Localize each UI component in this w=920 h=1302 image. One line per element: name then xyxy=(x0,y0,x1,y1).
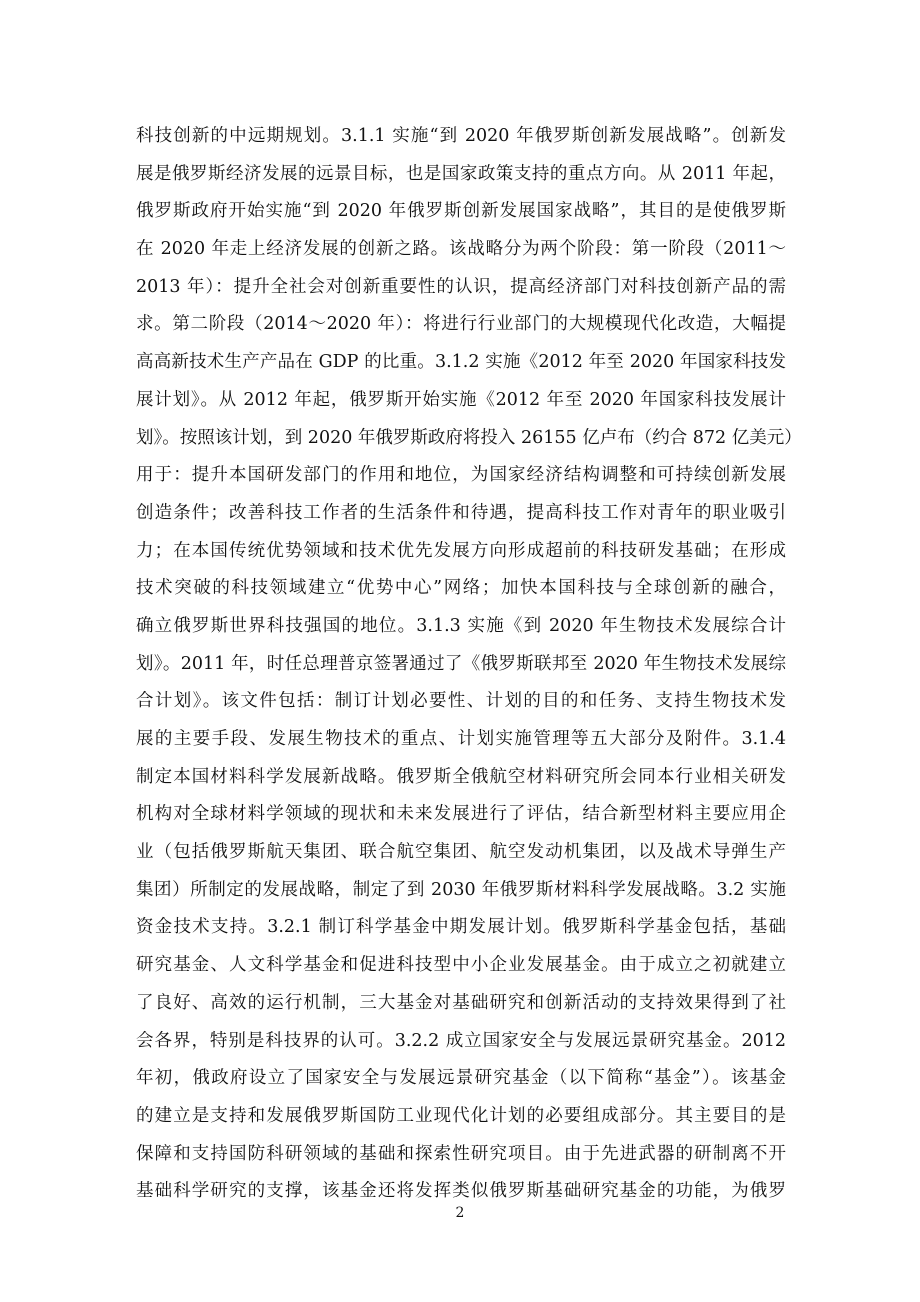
text-line: 年初，俄政府设立了国家安全与发展远景研究基金（以下简称“基金”）。该基金 xyxy=(136,1068,786,1089)
text-line: 保障和支持国防科研领域的基础和探索性研究项目。由于先进武器的研制离不开 xyxy=(136,1143,786,1164)
text-line: 展是俄罗斯经济发展的远景目标，也是国家政策支持的重点方向。从 2011 年起， xyxy=(136,163,786,184)
text-line: 展的主要手段、发展生物技术的重点、计划实施管理等五大部分及附件。3.1.4 xyxy=(136,729,786,749)
text-line: 集团）所制定的发展战略，制定了到 2030 年俄罗斯材料科学发展战略。3.2 实施 xyxy=(136,879,786,900)
text-line: 会各界，特别是科技界的认可。3.2.2 成立国家安全与发展远景研究基金。2012 xyxy=(136,1030,786,1051)
text-line: 确立俄罗斯世界科技强国的地位。3.1.3 实施《到 2020 年生物技术发展综合计 xyxy=(136,615,786,636)
text-line: 在 2020 年走上经济发展的创新之路。该战略分为两个阶段：第一阶段（2011～ xyxy=(136,239,786,260)
text-line: 了良好、高效的运行机制，三大基金对基础研究和创新活动的支持效果得到了社 xyxy=(136,992,786,1013)
text-line: 科技创新的中远期规划。3.1.1 实施“到 2020 年俄罗斯创新发展战略”。创新发 xyxy=(136,126,786,146)
text-line: 高高新技术生产产品在 GDP 的比重。3.1.2 实施《2012 年至 2020 年国家科技发 xyxy=(136,352,786,373)
text-line: 研究基金、人文科学基金和促进科技型中小企业发展基金。由于成立之初就建立 xyxy=(136,955,786,976)
body-text xyxy=(136,118,802,1211)
text-line: 业（包括俄罗斯航天集团、联合航空集团、航空发动机集团，以及战术导弹生产 xyxy=(136,842,786,863)
text-line: 资金技术支持。3.2.1 制订科学基金中期发展计划。俄罗斯科学基金包括，基础 xyxy=(136,917,786,938)
text-line: 创造条件；改善科技工作者的生活条件和待遇，提高科技工作对青年的职业吸引 xyxy=(136,502,786,523)
text-line: 力；在本国传统优势领域和技术优先发展方向形成超前的科技研发基础；在形成 xyxy=(136,540,786,561)
text-line: 基础科学研究的支撑，该基金还将发挥类似俄罗斯基础研究基金的功能，为俄罗 xyxy=(136,1181,786,1202)
page-number: 2 xyxy=(455,1205,465,1221)
text-line: 2013 年）：提升全社会对创新重要性的认识，提高经济部门对科技创新产品的需 xyxy=(136,276,786,297)
text-line: 用于：提升本国研发部门的作用和地位，为国家经济结构调整和可持续创新发展 xyxy=(136,465,786,486)
text-line: 划》。2011 年，时任总理普京签署通过了《俄罗斯联邦至 2020 年生物技术发展综 xyxy=(136,653,786,674)
text-line: 求。第二阶段（2014～2020 年）：将进行行业部门的大规模现代化改造，大幅提 xyxy=(136,314,786,335)
text-line: 展计划》。从 2012 年起，俄罗斯开始实施《2012 年至 2020 年国家科技发展计 xyxy=(136,389,786,410)
text-line: 俄罗斯政府开始实施“到 2020 年俄罗斯创新发展国家战略”，其目的是使俄罗斯 xyxy=(136,201,786,222)
text-line: 合计划》。该文件包括：制订计划必要性、计划的目的和任务、支持生物技术发 xyxy=(136,691,786,712)
text-line: 划》。按照该计划，到 2020 年俄罗斯政府将投入 26155 亿卢布（约合 872 亿美元） xyxy=(136,427,802,448)
text-line: 制定本国材料科学发展新战略。俄罗斯全俄航空材料研究所会同本行业相关研发 xyxy=(136,766,786,787)
text-line: 机构对全球材料学领域的现状和未来发展进行了评估，结合新型材料主要应用企 xyxy=(136,804,786,825)
text-line: 的建立是支持和发展俄罗斯国防工业现代化计划的必要组成部分。其主要目的是 xyxy=(136,1105,786,1126)
text-line: 技术突破的科技领域建立“优势中心”网络；加快本国科技与全球创新的融合， xyxy=(136,578,786,599)
